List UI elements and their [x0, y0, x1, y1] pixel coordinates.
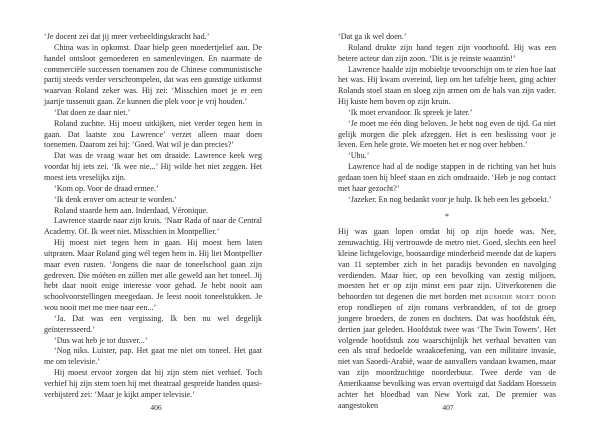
- paragraph: Roland zuchtte. Hij moest uitkijken, niet verder tegen hem in gaan. Dat laatste zou Lawrence’ verzet alleen maar doen toenemen. Daarom zei hij: ‘Goed. Wat wil je dan precies?’: [44, 118, 262, 150]
- paragraph: Roland drukte zijn hand tegen zijn voorhoofd. Hij was een betere acteur dan zijn zoon. ‘Dit is je reinste waanzin!’: [338, 42, 556, 63]
- paragraph: Dat was de vraag waar het om draaide. Lawrence keek weg voordat hij iets zei. ‘Ik wee nie...’ Hij wilde het niet zeggen. Het moest iets vreselijks zijn.: [44, 151, 262, 182]
- paragraph: ‘Ik denk erover om acteur te worden.’: [54, 194, 177, 204]
- paragraph: Roland staarde hem aan. Inderdaad, Véronique.: [54, 205, 209, 215]
- paragraph: Lawrence staarde naar zijn kruis. ‘Naar Rada of naar de Central Academy. Of. Ik weet niet. Misschien in Montpellier.’: [44, 216, 262, 237]
- paragraph: Hij moest ervoor zorgen dat hij zijn stem niet verhief. Toch verhief hij zijn stem toen hij met theatraal gespreide handen quasi-verbijsterd zei: ‘Maar je kijkt amper televisie.’: [44, 368, 262, 399]
- small-caps-phrase: rushdie moet dood: [484, 292, 556, 302]
- right-page: [300, 0, 600, 440]
- paragraph: Lawrence had al de nodige stappen in de richting van het huis gedaan toen hij bleef staan en zich omdraaide. ‘Heb je nog contact met haar gezocht?’: [338, 162, 556, 193]
- paragraph: ‘Uhu.’: [348, 151, 370, 161]
- section-text-end: erop rondliepen of zijn romans verbrandden, of tot de groep jongere broeders, de zonen en dochters. Dat was hoofdstuk één, dertien jaar geleden. Hoofdstuk twee was ‘The Twin Towers’. Het volgende hoofdstuk zou waarschijnlijk het verhaal bevatten van een als straf bedoelde wraakoefening, van een militaire invasie, niet van Saoedi-Arabië, waar de aanvallers vandaan kwamen, maar van zijn moordzuchtige noorderbuur. Twee derde van de Amerikaanse bevolking was ervan overtuigd dat Saddam Hoessein achter het bloedbad van New York zat. De premier was aangestoken: [338, 303, 556, 410]
- section-text-start: Hij was gaan lopen omdat hij op zijn hoede was. Nee, zenuwachtig. Hij vertrouwde de metro niet. Goed, slechts een heel kleine lichtgelovige, boosaardige minderheid meende dat de kapers van 11 september zich in het paradijs bevonden en navolging verdienden. Maar hier, op een bevolking van zestig miljoen, moesten het er op zijn minst een paar zijn. Uitverkorenen die behoorden tot degenen die met borden met: [338, 227, 557, 302]
- paragraph: ‘Ik moet ervandoor. Ik spreek je later.’: [348, 107, 473, 117]
- right-page-body: [338, 32, 556, 412]
- left-page-body: [44, 32, 262, 401]
- section-paragraph: [338, 227, 556, 411]
- paragraph: ‘Dat ga ik wel doen.’: [338, 32, 407, 41]
- paragraph: ‘Jazeker. En nog bedankt voor je hulp. Ik heb een les geboekt.’: [348, 194, 552, 204]
- paragraph: Lawrence haalde zijn mobieltje tevoorschijn om te zien hoe laat het was. Hij kwam overeind, liep om het tafeltje heen, ging achter Rolands stoel staan en sloeg zijn armen om de hals van zijn vader. Hij kuste hem boven op zijn kruin.: [338, 64, 556, 107]
- section-separator: *: [445, 211, 449, 221]
- page-number: 406: [150, 403, 162, 412]
- page-number: 407: [442, 403, 454, 412]
- paragraph: ‘Je moet me één ding beloven. Je hebt nog even de tijd. Ga niet gelijk morgen die plek afzeggen. Het is een beslissing voor je leven. Een hele grote. We moeten het er nog over hebben.’: [338, 118, 556, 150]
- paragraph: China was in opkomst. Daar hielp geen moedertjelief aan. De handel ontsloot gemoederen en samenlevingen. En naarmate de commerciële successen toenamen zou de Chinese communistische partij steeds verder verschrompelen, dat was een gunstige uitkomst waarvan Roland zeker was. Hij zei: ‘Misschien moet je er een jaartje tussenuit gaan. Ze kunnen die plek voor je vrij houden.’: [44, 42, 262, 107]
- paragraph: ‘Nog niks. Luister, pap. Het gaat me niet om toneel. Het gaat me om televisie.’: [44, 346, 262, 367]
- paragraph: Hij moest niet tegen hem in gaan. Hij moest hem laten uitpraten. Maar Roland ging wél tegen hem in. Hij liet Montpellier maar even rusten. ‘Jongens die naar de toneelschool gaan zijn gedreven. Die móéten en zúllen met alle geweld aan het toneel. Jij hebt daar nooit enige interesse voor gehad. Je hebt nooit aan schoolvoorstellingen meegedaan. Je leest nooit toneelstukken. Je wou nooit met me mee naar een...’: [44, 238, 262, 313]
- paragraph: ‘Kom op. Voor de draad ermee.’: [54, 183, 159, 193]
- paragraph: ‘Dat doen ze daar niet.’: [54, 107, 131, 117]
- paragraph: ‘Ja. Dat was een vergissing. Ik ben nu wel degelijk geïnteresseerd.’: [44, 313, 262, 334]
- paragraph: ‘Dus wat heb je tot dusver...’: [54, 335, 148, 345]
- paragraph: ‘Je docent zei dat jij meer verbeeldingskracht had.’: [44, 32, 210, 41]
